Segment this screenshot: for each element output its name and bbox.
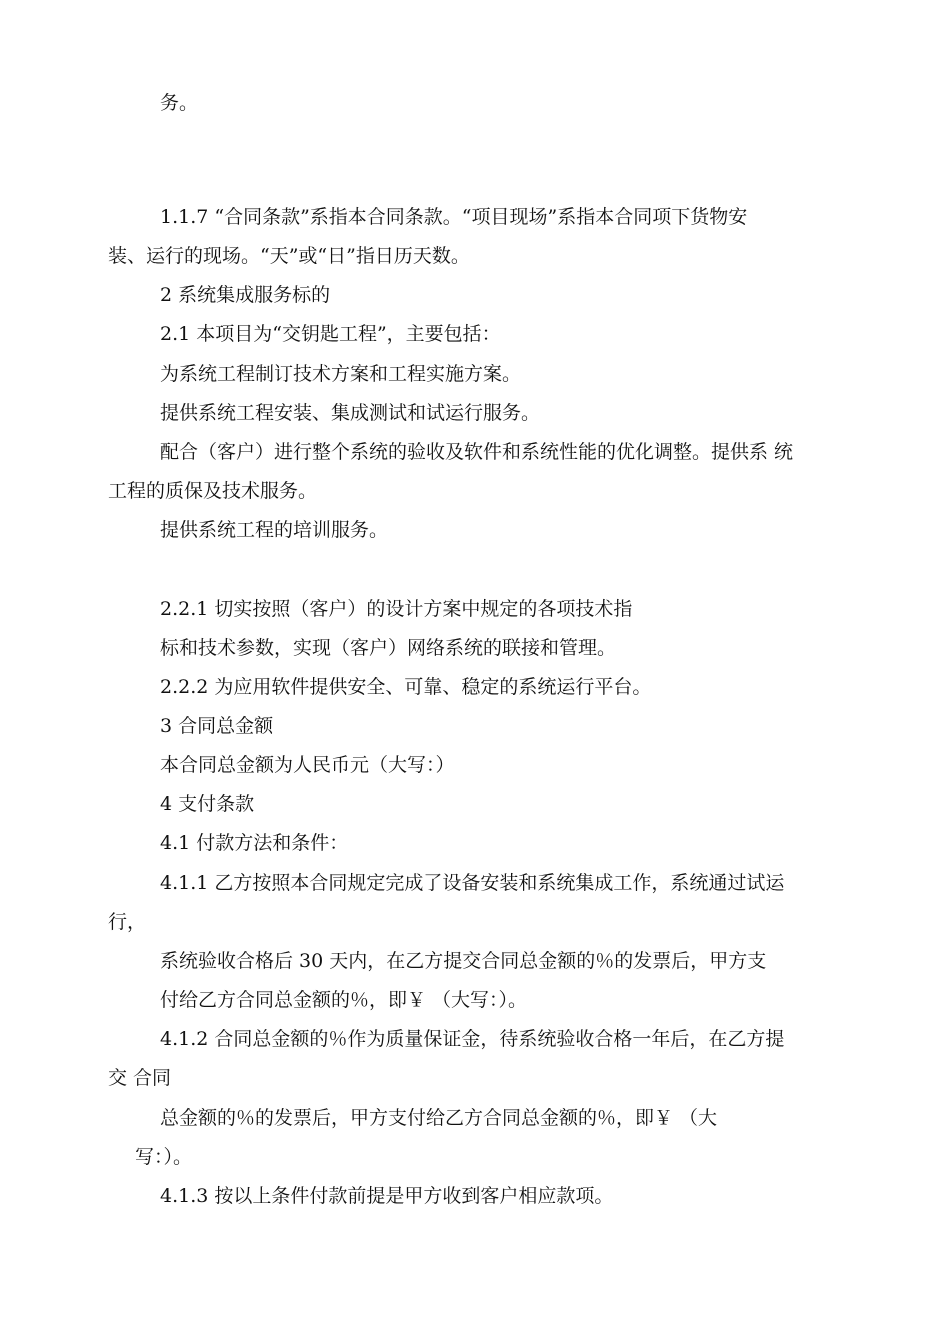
clause-2-2-2: 2.2.2 为应用软件提供安全、可靠、稳定的系统运行平台。: [160, 676, 652, 698]
text-line: 为系统工程制订技术方案和工程实施方案。: [160, 363, 522, 385]
text-line: 行，: [108, 911, 147, 933]
text-line: 工程的质保及技术服务。: [108, 480, 318, 502]
clause-2-1: 2.1 本项目为“交钥匙工程”，主要包括：: [160, 323, 501, 345]
text-line: 系统验收合格后 30 天内，在乙方提交合同总金额的％的发票后，甲方支: [160, 950, 767, 972]
text-line: 总金额的％的发票后，甲方支付给乙方合同总金额的％，即￥ （大: [160, 1107, 718, 1129]
text-line: 标和技术参数，实现（客户）网络系统的联接和管理。: [160, 637, 617, 659]
section-heading-2: 2 系统集成服务标的: [160, 284, 331, 306]
section-heading-4: 4 支付条款: [160, 793, 255, 815]
text-line: 务。: [160, 92, 199, 114]
text-line: 写：）。: [135, 1146, 193, 1168]
text-line: 付给乙方合同总金额的％，即￥ （大写：）。: [160, 989, 528, 1011]
text-line: 提供系统工程的培训服务。: [160, 519, 389, 541]
clause-1-1-7: 1.1.7 “合同条款”系指本合同条款。“项目现场”系指本合同项下货物安: [160, 206, 748, 228]
clause-4-1-1: 4.1.1 乙方按照本合同规定完成了设备安装和系统集成工作，系统通过试运: [160, 872, 785, 894]
section-heading-3: 3 合同总金额: [160, 715, 274, 737]
clause-4-1-2: 4.1.2 合同总金额的％作为质量保证金，待系统验收合格一年后，在乙方提: [160, 1028, 785, 1050]
text-line: 本合同总金额为人民币元（大写：）: [160, 754, 455, 776]
text-line: 交 合同: [108, 1067, 172, 1089]
text-line: 提供系统工程安装、集成测试和试运行服务。: [160, 402, 541, 424]
clause-2-2-1: 2.2.1 切实按照（客户）的设计方案中规定的各项技术指: [160, 598, 633, 620]
text-line: 装、运行的现场。“天”或“日”指日历天数。: [108, 245, 470, 267]
text-line: 配合（客户）进行整个系统的验收及软件和系统性能的优化调整。提供系 统: [160, 441, 794, 463]
clause-4-1-3: 4.1.3 按以上条件付款前提是甲方收到客户相应款项。: [160, 1185, 614, 1207]
clause-4-1: 4.1 付款方法和条件：: [160, 832, 349, 854]
